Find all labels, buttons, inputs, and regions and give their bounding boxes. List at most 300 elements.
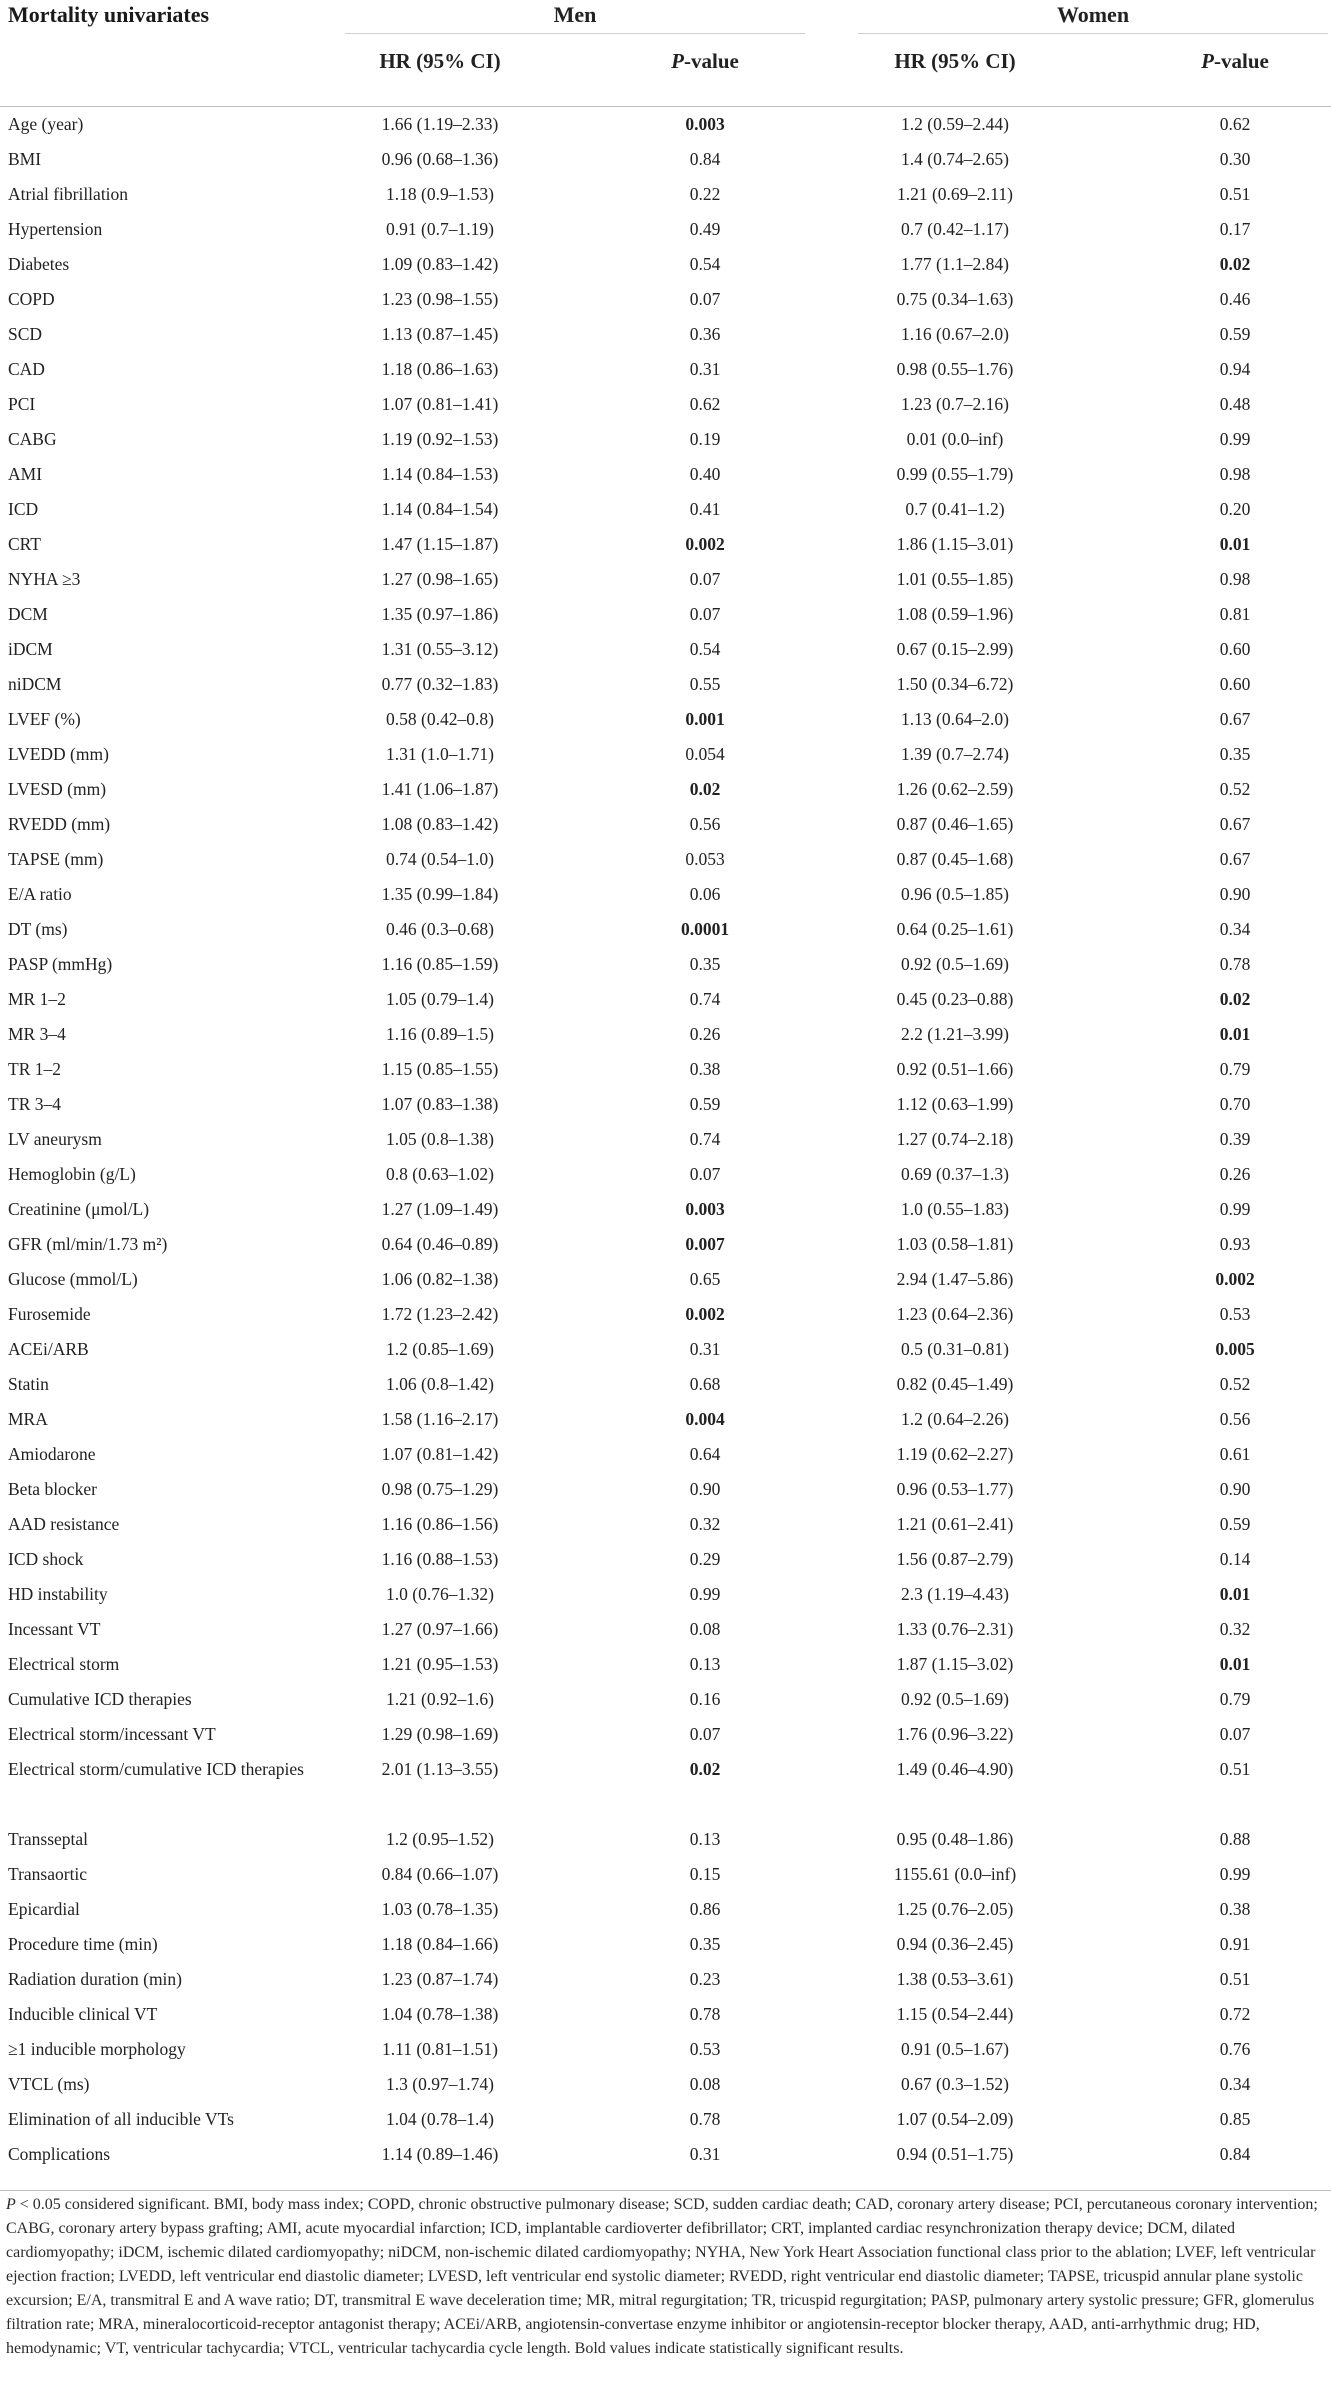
men-hr-value: 0.46 (0.3–0.68) xyxy=(386,919,494,939)
men-hr-value: 1.27 (1.09–1.49) xyxy=(381,1199,499,1219)
women-p-value: 0.67 xyxy=(1219,709,1251,729)
men-hr-value: 1.08 (0.83–1.42) xyxy=(381,814,499,834)
row-label: NYHA ≥3 xyxy=(8,569,81,589)
women-hr-value: 1.27 (0.74–2.18) xyxy=(896,1129,1014,1149)
men-hr-value: 1.05 (0.79–1.4) xyxy=(386,989,494,1009)
table-row xyxy=(0,2101,1331,2136)
men-hr-value: 1.06 (0.82–1.38) xyxy=(381,1269,499,1289)
women-p-value: 0.02 xyxy=(1219,254,1251,274)
row-label: Transseptal xyxy=(8,1829,89,1849)
men-hr-value: 1.19 (0.92–1.53) xyxy=(381,429,499,449)
women-p-value: 0.90 xyxy=(1219,884,1251,904)
row-label: Glucose (mmol/L) xyxy=(8,1269,138,1289)
table-row xyxy=(0,981,1331,1016)
row-label: TR 1–2 xyxy=(8,1059,61,1079)
men-p-value: 0.13 xyxy=(689,1829,721,1849)
group-underline-men xyxy=(345,33,805,34)
women-p-value: 0.48 xyxy=(1219,394,1251,414)
men-p-value: 0.07 xyxy=(689,569,721,589)
men-p-value: 0.15 xyxy=(689,1864,721,1884)
men-p-value: 0.36 xyxy=(689,324,721,344)
row-label: Age (year) xyxy=(8,114,84,134)
women-hr-value: 0.92 (0.51–1.66) xyxy=(896,1059,1014,1079)
table-row xyxy=(0,1996,1331,2031)
women-hr-value: 0.7 (0.41–1.2) xyxy=(905,499,1005,519)
women-p-value: 0.34 xyxy=(1219,2074,1251,2094)
women-p-value: 0.002 xyxy=(1215,1269,1255,1289)
table-row xyxy=(0,141,1331,176)
women-p-value: 0.72 xyxy=(1219,2004,1251,2024)
men-hr-value: 0.98 (0.75–1.29) xyxy=(381,1479,499,1499)
row-label: E/A ratio xyxy=(8,884,72,904)
men-p-value: 0.31 xyxy=(689,359,721,379)
men-hr-value: 1.72 (1.23–2.42) xyxy=(381,1304,499,1324)
women-p-value: 0.91 xyxy=(1219,1934,1251,1954)
men-p-value: 0.002 xyxy=(685,1304,725,1324)
men-hr-value: 1.06 (0.8–1.42) xyxy=(386,1374,494,1394)
men-p-value: 0.29 xyxy=(689,1549,721,1569)
table-row xyxy=(0,1926,1331,1961)
table-row xyxy=(0,1331,1331,1366)
p-letter: P xyxy=(671,49,684,73)
table-footnote xyxy=(6,2193,1324,2361)
men-hr-value: 0.8 (0.63–1.02) xyxy=(386,1164,494,1184)
men-hr-value: 1.0 (0.76–1.32) xyxy=(386,1584,494,1604)
men-hr-value: 1.66 (1.19–2.33) xyxy=(381,114,499,134)
men-p-value: 0.64 xyxy=(689,1444,721,1464)
women-p-value: 0.88 xyxy=(1219,1829,1251,1849)
men-p-value: 0.07 xyxy=(689,289,721,309)
table-row xyxy=(0,701,1331,736)
table-row xyxy=(0,1261,1331,1296)
women-hr-value: 1.77 (1.1–2.84) xyxy=(901,254,1009,274)
men-hr-value: 1.16 (0.85–1.59) xyxy=(381,954,499,974)
men-hr-value: 2.01 (1.13–3.55) xyxy=(381,1759,499,1779)
men-p-value: 0.08 xyxy=(689,2074,721,2094)
table-row xyxy=(0,1226,1331,1261)
table-row xyxy=(0,1681,1331,1716)
row-label: Hemoglobin (g/L) xyxy=(8,1164,136,1184)
women-hr-value: 0.92 (0.5–1.69) xyxy=(901,954,1009,974)
row-label: LVEF (%) xyxy=(8,709,81,729)
men-p-value: 0.59 xyxy=(689,1094,721,1114)
table-row xyxy=(0,1366,1331,1401)
women-hr-value: 2.94 (1.47–5.86) xyxy=(896,1269,1014,1289)
men-p-value: 0.053 xyxy=(685,849,725,869)
women-p-value: 0.78 xyxy=(1219,954,1251,974)
women-hr-value: 0.45 (0.23–0.88) xyxy=(896,989,1014,1009)
table-row xyxy=(0,1506,1331,1541)
col-header-men-p xyxy=(620,49,790,74)
men-p-value: 0.31 xyxy=(689,1339,721,1359)
row-label: iDCM xyxy=(8,639,53,659)
women-p-value: 0.67 xyxy=(1219,814,1251,834)
men-hr-value: 0.74 (0.54–1.0) xyxy=(386,849,494,869)
women-p-value: 0.01 xyxy=(1219,534,1251,554)
women-p-value: 0.52 xyxy=(1219,779,1251,799)
men-p-value: 0.054 xyxy=(685,744,725,764)
women-p-value: 0.67 xyxy=(1219,849,1251,869)
women-hr-value: 1.12 (0.63–1.99) xyxy=(896,1094,1014,1114)
women-hr-value: 0.5 (0.31–0.81) xyxy=(901,1339,1009,1359)
women-hr-value: 0.96 (0.53–1.77) xyxy=(896,1479,1014,1499)
row-label: LVEDD (mm) xyxy=(8,744,109,764)
table-row xyxy=(0,1296,1331,1331)
women-hr-value: 1.21 (0.61–2.41) xyxy=(896,1514,1014,1534)
row-label: CABG xyxy=(8,429,57,449)
men-hr-value: 1.27 (0.97–1.66) xyxy=(381,1619,499,1639)
men-hr-value: 1.47 (1.15–1.87) xyxy=(381,534,499,554)
table-row xyxy=(0,2031,1331,2066)
women-p-value: 0.61 xyxy=(1219,1444,1251,1464)
men-p-value: 0.84 xyxy=(689,149,721,169)
row-label: Electrical storm/cumulative ICD therapies xyxy=(8,1759,304,1779)
col-header-women-hr: HR (95% CI) xyxy=(894,49,1016,73)
women-hr-value: 1155.61 (0.0–inf) xyxy=(893,1864,1017,1884)
men-hr-value: 1.31 (1.0–1.71) xyxy=(386,744,494,764)
women-p-value: 0.53 xyxy=(1219,1304,1251,1324)
women-hr-value: 1.86 (1.15–3.01) xyxy=(896,534,1014,554)
men-p-value: 0.90 xyxy=(689,1479,721,1499)
women-hr-value: 0.82 (0.45–1.49) xyxy=(896,1374,1014,1394)
row-label: Procedure time (min) xyxy=(8,1934,158,1954)
men-p-value: 0.23 xyxy=(689,1969,721,1989)
men-hr-value: 1.04 (0.78–1.38) xyxy=(381,2004,499,2024)
women-hr-value: 1.01 (0.55–1.85) xyxy=(896,569,1014,589)
row-label: Complications xyxy=(8,2144,111,2164)
table-row xyxy=(0,1856,1331,1891)
table-row xyxy=(0,106,1331,141)
row-label: Furosemide xyxy=(8,1304,91,1324)
table-row xyxy=(0,1716,1331,1751)
women-hr-value: 0.87 (0.46–1.65) xyxy=(896,814,1014,834)
table-row xyxy=(0,911,1331,946)
men-hr-value: 1.41 (1.06–1.87) xyxy=(381,779,499,799)
men-hr-value: 0.58 (0.42–0.8) xyxy=(386,709,494,729)
table-body xyxy=(0,106,1331,2171)
row-label: VTCL (ms) xyxy=(8,2074,90,2094)
women-hr-value: 1.25 (0.76–2.05) xyxy=(896,1899,1014,1919)
table-row xyxy=(0,176,1331,211)
men-hr-value: 0.64 (0.46–0.89) xyxy=(381,1234,499,1254)
women-p-value: 0.14 xyxy=(1219,1549,1251,1569)
women-hr-value: 1.07 (0.54–2.09) xyxy=(896,2109,1014,2129)
row-label: Elimination of all inducible VTs xyxy=(8,2109,234,2129)
men-p-value: 0.54 xyxy=(689,254,721,274)
table-row xyxy=(0,246,1331,281)
table-row xyxy=(0,1156,1331,1191)
men-hr-value: 1.27 (0.98–1.65) xyxy=(381,569,499,589)
women-hr-value: 1.2 (0.59–2.44) xyxy=(901,114,1009,134)
women-hr-value: 1.4 (0.74–2.65) xyxy=(901,149,1009,169)
women-hr-value: 1.16 (0.67–2.0) xyxy=(901,324,1009,344)
table-row xyxy=(0,596,1331,631)
women-p-value: 0.59 xyxy=(1219,324,1251,344)
group-header-women: Women xyxy=(1056,2,1130,27)
table-row xyxy=(0,316,1331,351)
row-label: HD instability xyxy=(8,1584,108,1604)
table-title: Mortality univariates xyxy=(8,2,210,27)
men-hr-value: 1.14 (0.89–1.46) xyxy=(381,2144,499,2164)
row-label: LV aneurysm xyxy=(8,1129,102,1149)
men-p-value: 0.78 xyxy=(689,2004,721,2024)
women-hr-value: 1.49 (0.46–4.90) xyxy=(896,1759,1014,1779)
men-hr-value: 0.77 (0.32–1.83) xyxy=(381,674,499,694)
women-hr-value: 0.96 (0.5–1.85) xyxy=(901,884,1009,904)
women-p-value: 0.76 xyxy=(1219,2039,1251,2059)
women-p-value: 0.81 xyxy=(1219,604,1251,624)
men-hr-value: 1.07 (0.81–1.42) xyxy=(381,1444,499,1464)
table-row xyxy=(0,631,1331,666)
row-label: RVEDD (mm) xyxy=(8,814,111,834)
row-label: ICD shock xyxy=(8,1549,84,1569)
men-p-value: 0.53 xyxy=(689,2039,721,2059)
men-p-value: 0.74 xyxy=(689,989,721,1009)
men-p-value: 0.68 xyxy=(689,1374,721,1394)
women-hr-value: 1.87 (1.15–3.02) xyxy=(896,1654,1014,1674)
men-hr-value: 1.16 (0.88–1.53) xyxy=(381,1549,499,1569)
row-label: Radiation duration (min) xyxy=(8,1969,182,1989)
table-row xyxy=(0,386,1331,421)
table-row xyxy=(0,211,1331,246)
women-hr-value: 0.67 (0.3–1.52) xyxy=(901,2074,1009,2094)
row-label: GFR (ml/min/1.73 m²) xyxy=(8,1234,168,1254)
row-label: MR 1–2 xyxy=(8,989,66,1009)
women-hr-value: 1.50 (0.34–6.72) xyxy=(896,674,1014,694)
men-p-value: 0.55 xyxy=(689,674,721,694)
women-hr-value: 1.56 (0.87–2.79) xyxy=(896,1549,1014,1569)
men-p-value: 0.22 xyxy=(689,184,721,204)
women-p-value: 0.70 xyxy=(1219,1094,1251,1114)
group-underline-women xyxy=(858,33,1328,34)
table-row xyxy=(0,736,1331,771)
women-hr-value: 1.19 (0.62–2.27) xyxy=(896,1444,1014,1464)
women-hr-value: 1.03 (0.58–1.81) xyxy=(896,1234,1014,1254)
men-hr-value: 1.16 (0.89–1.5) xyxy=(386,1024,494,1044)
women-hr-value: 0.69 (0.37–1.3) xyxy=(901,1164,1009,1184)
women-p-value: 0.99 xyxy=(1219,429,1251,449)
men-hr-value: 1.31 (0.55–3.12) xyxy=(381,639,499,659)
row-label: BMI xyxy=(8,149,42,169)
p-suffix: -value xyxy=(684,49,739,73)
men-hr-value: 1.23 (0.87–1.74) xyxy=(381,1969,499,1989)
row-label: TR 3–4 xyxy=(8,1094,61,1114)
row-label: ≥1 inducible morphology xyxy=(8,2039,186,2059)
women-p-value: 0.59 xyxy=(1219,1514,1251,1534)
men-p-value: 0.40 xyxy=(689,464,721,484)
men-hr-value: 1.04 (0.78–1.4) xyxy=(386,2109,494,2129)
row-label: ACEi/ARB xyxy=(8,1339,89,1359)
table-row xyxy=(0,561,1331,596)
women-hr-value: 1.39 (0.7–2.74) xyxy=(901,744,1009,764)
women-p-value: 0.32 xyxy=(1219,1619,1251,1639)
row-label: PCI xyxy=(8,394,36,414)
table-row xyxy=(0,1576,1331,1611)
women-p-value: 0.98 xyxy=(1219,464,1251,484)
men-p-value: 0.13 xyxy=(689,1654,721,1674)
women-hr-value: 1.76 (0.96–3.22) xyxy=(896,1724,1014,1744)
row-label: Electrical storm/incessant VT xyxy=(8,1724,216,1744)
women-hr-value: 0.87 (0.45–1.68) xyxy=(896,849,1014,869)
women-p-value: 0.90 xyxy=(1219,1479,1251,1499)
women-hr-value: 0.67 (0.15–2.99) xyxy=(896,639,1014,659)
table-header-columns xyxy=(0,42,1331,108)
row-label: DCM xyxy=(8,604,48,624)
women-p-value: 0.60 xyxy=(1219,674,1251,694)
women-p-value: 0.30 xyxy=(1219,149,1251,169)
row-label: TAPSE (mm) xyxy=(8,849,104,869)
table-row xyxy=(0,1051,1331,1086)
women-hr-value: 0.01 (0.0–inf) xyxy=(906,429,1004,449)
table-row xyxy=(0,491,1331,526)
women-p-value: 0.17 xyxy=(1219,219,1251,239)
row-label: ICD xyxy=(8,499,39,519)
table-row xyxy=(0,1891,1331,1926)
men-hr-value: 1.07 (0.83–1.38) xyxy=(381,1094,499,1114)
women-p-value: 0.99 xyxy=(1219,1199,1251,1219)
men-hr-value: 1.35 (0.97–1.86) xyxy=(381,604,499,624)
table-row xyxy=(0,421,1331,456)
men-p-value: 0.007 xyxy=(685,1234,725,1254)
men-p-value: 0.78 xyxy=(689,2109,721,2129)
women-p-value: 0.01 xyxy=(1219,1024,1251,1044)
women-hr-value: 1.2 (0.64–2.26) xyxy=(901,1409,1009,1429)
table-row xyxy=(0,1016,1331,1051)
row-label: LVESD (mm) xyxy=(8,779,107,799)
men-p-value: 0.003 xyxy=(685,114,725,134)
men-p-value: 0.003 xyxy=(685,1199,725,1219)
women-p-value: 0.60 xyxy=(1219,639,1251,659)
men-p-value: 0.0001 xyxy=(680,919,730,939)
men-p-value: 0.004 xyxy=(685,1409,725,1429)
row-label: SCD xyxy=(8,324,43,344)
table-row xyxy=(0,1401,1331,1436)
men-hr-value: 1.14 (0.84–1.54) xyxy=(381,499,499,519)
row-label: Epicardial xyxy=(8,1899,80,1919)
men-p-value: 0.002 xyxy=(685,534,725,554)
table-row xyxy=(0,806,1331,841)
women-hr-value: 1.0 (0.55–1.83) xyxy=(901,1199,1009,1219)
table-header-groups xyxy=(0,0,1331,42)
table-row xyxy=(0,946,1331,981)
women-p-value: 0.84 xyxy=(1219,2144,1251,2164)
men-hr-value: 0.84 (0.66–1.07) xyxy=(381,1864,499,1884)
women-p-value: 0.38 xyxy=(1219,1899,1251,1919)
row-label: Statin xyxy=(8,1374,49,1394)
men-p-value: 0.38 xyxy=(689,1059,721,1079)
women-hr-value: 1.33 (0.76–2.31) xyxy=(896,1619,1014,1639)
col-header-men-hr: HR (95% CI) xyxy=(379,49,501,73)
row-label: DT (ms) xyxy=(8,919,68,939)
women-p-value: 0.93 xyxy=(1219,1234,1251,1254)
women-hr-value: 0.95 (0.48–1.86) xyxy=(896,1829,1014,1849)
women-hr-value: 0.91 (0.5–1.67) xyxy=(901,2039,1009,2059)
table-row xyxy=(0,1611,1331,1646)
men-p-value: 0.54 xyxy=(689,639,721,659)
table-row xyxy=(0,841,1331,876)
women-hr-value: 1.08 (0.59–1.96) xyxy=(896,604,1014,624)
col-header-women-p xyxy=(1150,49,1320,74)
men-hr-value: 1.14 (0.84–1.53) xyxy=(381,464,499,484)
women-p-value: 0.07 xyxy=(1219,1724,1251,1744)
women-hr-value: 1.26 (0.62–2.59) xyxy=(896,779,1014,799)
row-label: Inducible clinical VT xyxy=(8,2004,158,2024)
women-p-value: 0.56 xyxy=(1219,1409,1251,1429)
row-label: CRT xyxy=(8,534,41,554)
table-row xyxy=(0,1821,1331,1856)
men-p-value: 0.62 xyxy=(689,394,721,414)
women-hr-value: 1.38 (0.53–3.61) xyxy=(896,1969,1014,1989)
men-p-value: 0.49 xyxy=(689,219,721,239)
women-hr-value: 0.94 (0.36–2.45) xyxy=(896,1934,1014,1954)
footer-rule xyxy=(0,2190,1331,2191)
men-p-value: 0.99 xyxy=(689,1584,721,1604)
women-hr-value: 1.21 (0.69–2.11) xyxy=(896,184,1013,204)
table-row xyxy=(0,526,1331,561)
women-p-value: 0.34 xyxy=(1219,919,1251,939)
men-p-value: 0.26 xyxy=(689,1024,721,1044)
row-label: niDCM xyxy=(8,674,62,694)
men-hr-value: 0.96 (0.68–1.36) xyxy=(381,149,499,169)
row-label: AAD resistance xyxy=(8,1514,120,1534)
table-row xyxy=(0,1436,1331,1471)
men-hr-value: 1.21 (0.95–1.53) xyxy=(381,1654,499,1674)
women-p-value: 0.01 xyxy=(1219,1654,1251,1674)
men-p-value: 0.31 xyxy=(689,2144,721,2164)
table-row xyxy=(0,351,1331,386)
men-hr-value: 1.07 (0.81–1.41) xyxy=(381,394,499,414)
women-p-value: 0.79 xyxy=(1219,1689,1251,1709)
table-row xyxy=(0,1541,1331,1576)
table-row xyxy=(0,1121,1331,1156)
footnote-text: < 0.05 considered significant. BMI, body mass index; COPD, chronic obstructive pulmonary disease; SCD, sudden cardiac death; CAD, coronary artery disease; PCI, percutaneous coronary intervention; CABG, coronary artery bypass grafting; AMI, acute myocardial infarction; ICD, implantable cardioverter defibrillator; CRT, implanted cardiac resynchronization therapy device; DCM, dilated cardiomyopathy; iDCM, ischemic dilated cardiomyopathy; niDCM, non-ischemic dilated cardiomyopathy; NYHA, New York Heart Association functional class prior to the ablation; LVEF, left ventricular ejection fraction; LVEDD, left ventricular end diastolic diameter; LVESD, left ventricular end systolic diameter; RVEDD, right ventricular end diastolic diameter; TAPSE, tricuspid annular plane systolic excursion; E/A, transmitral E and A wave ratio; DT, transmitral E wave deceleration time; MR, mitral regurgitation; TR, tricuspid regurgitation; PASP, pulmonary artery systolic pressure; GFR, glomerulus filtration rate; MRA, mineralocorticoid-receptor antagonist therapy; ACEi/ARB, angiotensin-convertase enzyme inhibitor or angiotensin-receptor blocker therapy, AAD, anti-arrhythmic drug; HD, hemodynamic; VT, ventricular tachycardia; VTCL, ventricular tachycardia cycle length. Bold values indicate statistically significant results. xyxy=(6,2196,1318,2357)
women-hr-value: 0.64 (0.25–1.61) xyxy=(896,919,1014,939)
women-hr-value: 0.75 (0.34–1.63) xyxy=(896,289,1014,309)
women-hr-value: 1.13 (0.64–2.0) xyxy=(901,709,1009,729)
row-label: Electrical storm xyxy=(8,1654,120,1674)
men-hr-value: 1.11 (0.81–1.51) xyxy=(381,2039,498,2059)
footnote-p-symbol: P xyxy=(6,2196,16,2213)
table-row xyxy=(0,876,1331,911)
men-hr-value: 1.15 (0.85–1.55) xyxy=(381,1059,499,1079)
men-p-value: 0.001 xyxy=(685,709,725,729)
women-p-value: 0.79 xyxy=(1219,1059,1251,1079)
women-p-value: 0.01 xyxy=(1219,1584,1251,1604)
row-label: Transaortic xyxy=(8,1864,88,1884)
row-label: Beta blocker xyxy=(8,1479,97,1499)
men-hr-value: 1.21 (0.92–1.6) xyxy=(386,1689,494,1709)
women-p-value: 0.99 xyxy=(1219,1864,1251,1884)
men-hr-value: 1.13 (0.87–1.45) xyxy=(381,324,499,344)
row-label: MRA xyxy=(8,1409,48,1429)
men-hr-value: 1.16 (0.86–1.56) xyxy=(381,1514,499,1534)
men-p-value: 0.06 xyxy=(689,884,721,904)
women-p-value: 0.52 xyxy=(1219,1374,1251,1394)
men-p-value: 0.35 xyxy=(689,954,721,974)
men-p-value: 0.02 xyxy=(689,779,721,799)
p-suffix: -value xyxy=(1214,49,1269,73)
women-p-value: 0.26 xyxy=(1219,1164,1251,1184)
men-p-value: 0.02 xyxy=(689,1759,721,1779)
men-hr-value: 1.18 (0.86–1.63) xyxy=(381,359,499,379)
women-hr-value: 0.99 (0.55–1.79) xyxy=(896,464,1014,484)
men-p-value: 0.35 xyxy=(689,1934,721,1954)
men-hr-value: 1.35 (0.99–1.84) xyxy=(381,884,499,904)
men-hr-value: 0.91 (0.7–1.19) xyxy=(386,219,494,239)
women-p-value: 0.94 xyxy=(1219,359,1251,379)
row-label: Creatinine (μmol/L) xyxy=(8,1199,150,1219)
row-label: Cumulative ICD therapies xyxy=(8,1689,192,1709)
